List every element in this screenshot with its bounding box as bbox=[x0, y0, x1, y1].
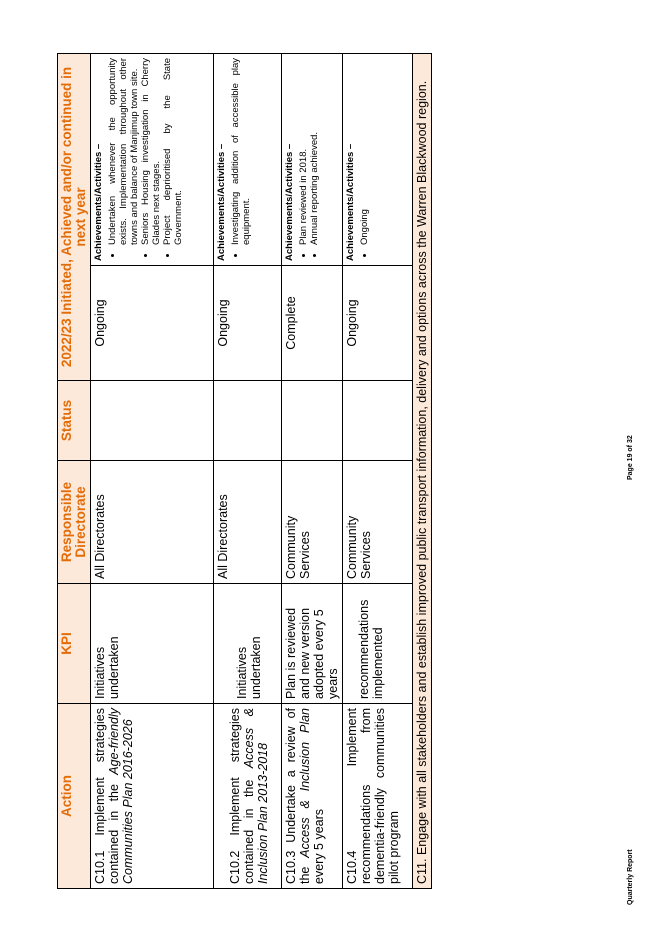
status-spacer bbox=[343, 381, 413, 461]
table-row bbox=[343, 54, 413, 889]
directorate-cell: All Directorates bbox=[91, 461, 214, 584]
activities-list bbox=[359, 58, 370, 261]
list-item: • Undertaken whenever the opportunity exists. Implementation throughout other towns and balance of Manjimup town site. bbox=[107, 58, 140, 245]
activities-title: Achievements/Activities – bbox=[345, 143, 356, 261]
kpi-cell: Plan is reviewed and new version adopted every 5 years bbox=[282, 584, 343, 704]
goal-text: C11. Engage with all stakeholders and establish improved public transport information, delivery and options across the Warren Blackwood region. bbox=[413, 54, 432, 889]
footer-page-number: Page 19 of 32 bbox=[627, 435, 634, 480]
action-text: C10.1 Implement strategies contained in the bbox=[93, 708, 121, 884]
header-row bbox=[58, 54, 91, 889]
list-item: • Plan reviewed in 2018. bbox=[298, 58, 309, 245]
action-cell bbox=[214, 704, 282, 889]
activities-cell bbox=[91, 54, 214, 266]
table-row bbox=[282, 54, 343, 889]
status-cell: Complete bbox=[282, 266, 343, 381]
activities-list bbox=[107, 58, 184, 261]
status-spacer bbox=[214, 381, 282, 461]
directorate-cell: Community Services bbox=[343, 461, 413, 584]
action-text: C10.2 Implement strategies contained in the bbox=[228, 708, 256, 884]
action-plan-name: Access & Inclusion Plan 2013-2018 bbox=[242, 708, 270, 884]
directorate-cell: All Directorates bbox=[214, 461, 282, 584]
goal-row bbox=[413, 54, 432, 889]
footer-report-title: Quarterly Report bbox=[627, 849, 634, 905]
activities-list bbox=[230, 58, 252, 261]
activities-title: Achievements/Activities – bbox=[284, 143, 295, 261]
header-status: Status bbox=[58, 381, 91, 461]
action-cell: C10.3 Undertake a review of the Access & Inclusion Plan every 5 years bbox=[282, 704, 343, 889]
activities-title: Achievements/Activities – bbox=[216, 143, 227, 261]
action-text: C10.4 Implement recommendations from dementia-friendly communities pilot program bbox=[345, 708, 401, 884]
action-plan-name: Access & Inclusion Plan bbox=[298, 708, 312, 858]
kpi-table bbox=[57, 53, 432, 889]
list-item: • Annual reporting achieved. bbox=[309, 58, 320, 245]
directorate-cell: Community Services bbox=[282, 461, 343, 584]
rotated-table-region bbox=[57, 54, 489, 889]
kpi-cell: recommendations implemented bbox=[343, 584, 413, 704]
action-plan-name: Age-friendly Communities Plan 2016-2026 bbox=[107, 708, 135, 884]
kpi-cell: Initiatives undertaken bbox=[91, 584, 214, 704]
list-item: • Seniors Housing investigation in Cherry Glades next stages. bbox=[140, 58, 162, 245]
activities-list bbox=[298, 58, 320, 261]
list-item: • Project deprioritised by the State Government. bbox=[162, 58, 184, 245]
header-action: Action bbox=[58, 704, 91, 889]
activities-title: Achievements/Activities – bbox=[93, 143, 104, 261]
activities-cell bbox=[282, 54, 343, 266]
list-item: • Ongoing bbox=[359, 58, 370, 245]
status-spacer bbox=[91, 381, 214, 461]
action-text: C10.3 Undertake a review of the bbox=[284, 708, 312, 884]
header-kpi: KPI bbox=[58, 584, 91, 704]
header-directorate: Responsible Directorate bbox=[58, 461, 91, 584]
activities-cell bbox=[343, 54, 413, 266]
table-row bbox=[91, 54, 214, 889]
activities-cell bbox=[214, 54, 282, 266]
action-cell bbox=[91, 704, 214, 889]
status-cell: Ongoing bbox=[214, 266, 282, 381]
action-cell bbox=[343, 704, 413, 889]
kpi-cell: Initiatives undertaken bbox=[214, 584, 282, 704]
status-cell: Ongoing bbox=[91, 266, 214, 381]
status-spacer bbox=[282, 381, 343, 461]
list-item: • Investigating addition of accessible play equipment. bbox=[230, 58, 252, 245]
table-row bbox=[214, 54, 282, 889]
header-initiated: 2022/23 Initiated, Achieved and/or continued in next year bbox=[58, 54, 91, 381]
status-cell: Ongoing bbox=[343, 266, 413, 381]
